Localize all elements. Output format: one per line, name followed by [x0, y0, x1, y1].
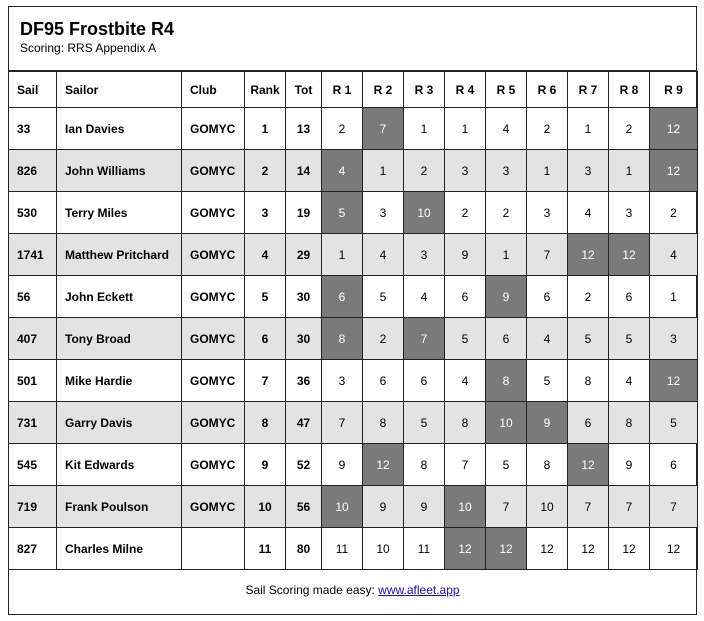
race-score-cell: 12: [650, 150, 698, 192]
total-cell: 30: [286, 276, 322, 318]
column-header: R 8: [609, 72, 650, 108]
results-sheet: [8, 6, 697, 615]
race-score-cell: 5: [609, 318, 650, 360]
race-score-cell: 7: [650, 486, 698, 528]
race-score-cell: 10: [363, 528, 404, 570]
race-score-cell: 3: [404, 234, 445, 276]
sail-cell: 827: [9, 528, 57, 570]
race-score-cell: 8: [322, 318, 363, 360]
race-score-cell: 4: [363, 234, 404, 276]
table-row: [9, 528, 698, 570]
header-row: [9, 72, 698, 108]
table-row: [9, 402, 698, 444]
race-score-cell: 3: [650, 318, 698, 360]
race-score-cell: 4: [568, 192, 609, 234]
race-score-cell: 7: [568, 486, 609, 528]
sailor-cell: Mike Hardie: [57, 360, 182, 402]
race-score-cell: 6: [527, 276, 568, 318]
table-row: [9, 360, 698, 402]
club-cell: [182, 528, 245, 570]
race-score-cell: 5: [527, 360, 568, 402]
race-score-cell: 5: [363, 276, 404, 318]
race-score-cell: 12: [527, 528, 568, 570]
race-score-cell: 2: [363, 318, 404, 360]
race-score-cell: 12: [445, 528, 486, 570]
scoring-subtitle: Scoring: RRS Appendix A: [20, 41, 157, 55]
rank-cell: 4: [245, 234, 286, 276]
race-score-cell: 6: [609, 276, 650, 318]
race-score-cell: 10: [527, 486, 568, 528]
sail-cell: 545: [9, 444, 57, 486]
club-cell: GOMYC: [182, 360, 245, 402]
sailor-cell: Charles Milne: [57, 528, 182, 570]
results-table: [8, 71, 698, 570]
sailor-cell: Ian Davies: [57, 108, 182, 150]
column-header: R 4: [445, 72, 486, 108]
table-row: [9, 276, 698, 318]
race-score-cell: 4: [322, 150, 363, 192]
race-score-cell: 4: [609, 360, 650, 402]
rank-cell: 3: [245, 192, 286, 234]
race-score-cell: 2: [322, 108, 363, 150]
race-score-cell: 2: [650, 192, 698, 234]
race-score-cell: 6: [404, 360, 445, 402]
total-cell: 14: [286, 150, 322, 192]
column-header: Rank: [245, 72, 286, 108]
race-score-cell: 12: [486, 528, 527, 570]
sail-cell: 56: [9, 276, 57, 318]
race-score-cell: 5: [650, 402, 698, 444]
race-score-cell: 7: [445, 444, 486, 486]
sail-cell: 407: [9, 318, 57, 360]
club-cell: GOMYC: [182, 108, 245, 150]
sail-cell: 33: [9, 108, 57, 150]
sailor-cell: Frank Poulson: [57, 486, 182, 528]
rank-cell: 2: [245, 150, 286, 192]
race-score-cell: 3: [445, 150, 486, 192]
rank-cell: 5: [245, 276, 286, 318]
total-cell: 13: [286, 108, 322, 150]
footer: [9, 570, 696, 611]
rank-cell: 10: [245, 486, 286, 528]
rank-cell: 6: [245, 318, 286, 360]
race-score-cell: 3: [568, 150, 609, 192]
race-score-cell: 7: [609, 486, 650, 528]
column-header: R 5: [486, 72, 527, 108]
race-score-cell: 8: [527, 444, 568, 486]
race-score-cell: 8: [609, 402, 650, 444]
sheet-header: [9, 7, 696, 71]
club-cell: GOMYC: [182, 486, 245, 528]
race-score-cell: 2: [486, 192, 527, 234]
sailor-cell: Kit Edwards: [57, 444, 182, 486]
total-cell: 29: [286, 234, 322, 276]
race-score-cell: 12: [363, 444, 404, 486]
race-score-cell: 12: [650, 108, 698, 150]
sail-cell: 530: [9, 192, 57, 234]
sail-cell: 1741: [9, 234, 57, 276]
rank-cell: 9: [245, 444, 286, 486]
sailor-cell: Terry Miles: [57, 192, 182, 234]
total-cell: 19: [286, 192, 322, 234]
race-score-cell: 2: [568, 276, 609, 318]
table-row: [9, 192, 698, 234]
sail-cell: 826: [9, 150, 57, 192]
sailor-cell: John Eckett: [57, 276, 182, 318]
total-cell: 56: [286, 486, 322, 528]
race-score-cell: 1: [486, 234, 527, 276]
rank-cell: 1: [245, 108, 286, 150]
race-score-cell: 8: [486, 360, 527, 402]
race-score-cell: 10: [322, 486, 363, 528]
race-score-cell: 6: [486, 318, 527, 360]
race-score-cell: 5: [404, 402, 445, 444]
race-score-cell: 1: [404, 108, 445, 150]
race-score-cell: 6: [322, 276, 363, 318]
race-score-cell: 8: [363, 402, 404, 444]
table-row: [9, 234, 698, 276]
page-title: DF95 Frostbite R4: [20, 19, 175, 39]
race-score-cell: 1: [609, 150, 650, 192]
race-score-cell: 9: [445, 234, 486, 276]
rank-cell: 11: [245, 528, 286, 570]
table-row: [9, 486, 698, 528]
total-cell: 52: [286, 444, 322, 486]
race-score-cell: 3: [363, 192, 404, 234]
column-header: R 3: [404, 72, 445, 108]
race-score-cell: 3: [527, 192, 568, 234]
race-score-cell: 8: [445, 402, 486, 444]
race-score-cell: 12: [568, 444, 609, 486]
club-cell: GOMYC: [182, 234, 245, 276]
sail-cell: 501: [9, 360, 57, 402]
race-score-cell: 1: [568, 108, 609, 150]
race-score-cell: 12: [568, 234, 609, 276]
race-score-cell: 7: [486, 486, 527, 528]
results-body: [9, 108, 698, 570]
race-score-cell: 1: [445, 108, 486, 150]
race-score-cell: 1: [363, 150, 404, 192]
race-score-cell: 6: [568, 402, 609, 444]
sailor-cell: John Williams: [57, 150, 182, 192]
table-row: [9, 318, 698, 360]
race-score-cell: 5: [445, 318, 486, 360]
race-score-cell: 7: [404, 318, 445, 360]
sail-cell: 731: [9, 402, 57, 444]
column-header: R 9: [650, 72, 698, 108]
race-score-cell: 4: [527, 318, 568, 360]
column-header: R 6: [527, 72, 568, 108]
race-score-cell: 8: [404, 444, 445, 486]
race-score-cell: 2: [404, 150, 445, 192]
race-score-cell: 3: [609, 192, 650, 234]
total-cell: 80: [286, 528, 322, 570]
race-score-cell: 3: [322, 360, 363, 402]
race-score-cell: 10: [404, 192, 445, 234]
race-score-cell: 11: [322, 528, 363, 570]
race-score-cell: 8: [568, 360, 609, 402]
club-cell: GOMYC: [182, 150, 245, 192]
race-score-cell: 7: [363, 108, 404, 150]
column-header: R 2: [363, 72, 404, 108]
race-score-cell: 11: [404, 528, 445, 570]
footer-text: Sail Scoring made easy:: [245, 583, 379, 597]
race-score-cell: 3: [486, 150, 527, 192]
total-cell: 36: [286, 360, 322, 402]
race-score-cell: 7: [322, 402, 363, 444]
race-score-cell: 5: [322, 192, 363, 234]
rank-cell: 7: [245, 360, 286, 402]
race-score-cell: 1: [527, 150, 568, 192]
race-score-cell: 9: [527, 402, 568, 444]
column-header: Tot: [286, 72, 322, 108]
race-score-cell: 6: [363, 360, 404, 402]
race-score-cell: 9: [609, 444, 650, 486]
sailor-cell: Matthew Pritchard: [57, 234, 182, 276]
afleet-link[interactable]: www.afleet.app: [378, 583, 460, 597]
race-score-cell: 7: [527, 234, 568, 276]
sailor-cell: Garry Davis: [57, 402, 182, 444]
race-score-cell: 10: [445, 486, 486, 528]
race-score-cell: 5: [568, 318, 609, 360]
club-cell: GOMYC: [182, 444, 245, 486]
column-header: Sailor: [57, 72, 182, 108]
race-score-cell: 4: [486, 108, 527, 150]
race-score-cell: 10: [486, 402, 527, 444]
column-header: Club: [182, 72, 245, 108]
race-score-cell: 4: [650, 234, 698, 276]
race-score-cell: 12: [650, 528, 698, 570]
race-score-cell: 9: [486, 276, 527, 318]
race-score-cell: 6: [650, 444, 698, 486]
club-cell: GOMYC: [182, 192, 245, 234]
race-score-cell: 4: [404, 276, 445, 318]
club-cell: GOMYC: [182, 402, 245, 444]
column-header: Sail: [9, 72, 57, 108]
race-score-cell: 2: [445, 192, 486, 234]
total-cell: 30: [286, 318, 322, 360]
club-cell: GOMYC: [182, 318, 245, 360]
race-score-cell: 12: [609, 234, 650, 276]
race-score-cell: 6: [445, 276, 486, 318]
club-cell: GOMYC: [182, 276, 245, 318]
race-score-cell: 1: [650, 276, 698, 318]
race-score-cell: 4: [445, 360, 486, 402]
total-cell: 47: [286, 402, 322, 444]
race-score-cell: 12: [650, 360, 698, 402]
race-score-cell: 5: [486, 444, 527, 486]
table-row: [9, 150, 698, 192]
column-header: R 1: [322, 72, 363, 108]
race-score-cell: 9: [322, 444, 363, 486]
sailor-cell: Tony Broad: [57, 318, 182, 360]
column-header: R 7: [568, 72, 609, 108]
sail-cell: 719: [9, 486, 57, 528]
race-score-cell: 9: [404, 486, 445, 528]
race-score-cell: 1: [322, 234, 363, 276]
race-score-cell: 12: [568, 528, 609, 570]
table-row: [9, 108, 698, 150]
table-row: [9, 444, 698, 486]
race-score-cell: 2: [609, 108, 650, 150]
rank-cell: 8: [245, 402, 286, 444]
race-score-cell: 9: [363, 486, 404, 528]
race-score-cell: 12: [609, 528, 650, 570]
race-score-cell: 2: [527, 108, 568, 150]
